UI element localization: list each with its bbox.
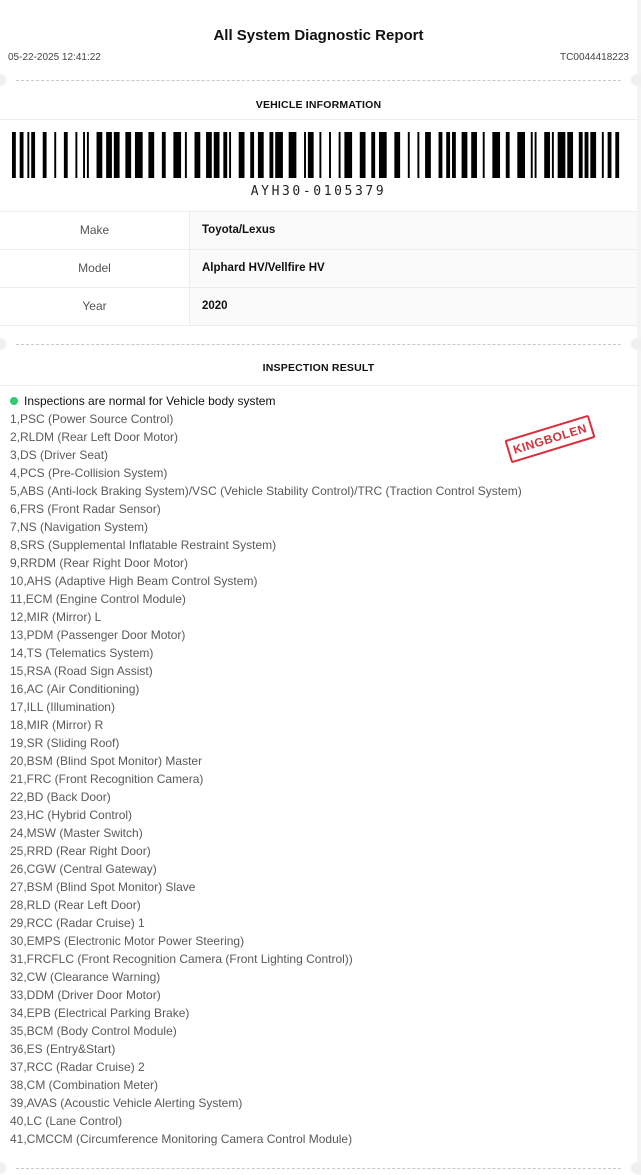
barcode-bar <box>552 132 554 178</box>
barcode-bar <box>590 132 596 178</box>
list-item: 28,RLD (Rear Left Door) <box>10 898 141 912</box>
list-item: 20,BSM (Blind Spot Monitor) Master <box>10 754 203 768</box>
list-item: 38,CM (Combination Meter) <box>10 1078 159 1092</box>
barcode-bar <box>54 132 56 178</box>
barcode-bar <box>31 132 35 178</box>
list-item: 33,DDM (Driver Door Motor) <box>10 988 161 1002</box>
list-item: 26,CGW (Central Gateway) <box>10 862 157 876</box>
make-value: Toyota/Lexus <box>190 212 637 249</box>
module-list <box>10 410 522 1148</box>
ticket-notch-right <box>631 74 641 86</box>
make-label: Make <box>0 212 190 249</box>
barcode-bar <box>20 132 24 178</box>
barcode-bar <box>585 132 589 178</box>
barcode-bar <box>114 132 120 178</box>
barcode-bar <box>535 132 537 178</box>
barcode-bar <box>329 132 331 178</box>
list-item: 10,AHS (Adaptive High Beam Control System) <box>10 574 258 588</box>
list-item: 4,PCS (Pre-Collision System) <box>10 466 168 480</box>
barcode-bar <box>27 132 29 178</box>
barcode-bar <box>83 132 85 178</box>
list-item: 15,RSA (Road Sign Assist) <box>10 664 153 678</box>
barcode-bar <box>289 132 297 178</box>
list-item: 21,FRC (Front Recognition Camera) <box>10 772 204 786</box>
barcode-bar <box>379 132 387 178</box>
barcode-bar <box>250 132 254 178</box>
list-item: 14,TS (Telematics System) <box>10 646 154 660</box>
barcode-bar <box>425 132 431 178</box>
barcode-bar <box>408 132 410 178</box>
barcode-bar <box>275 132 283 178</box>
list-item: 13,PDM (Passenger Door Motor) <box>10 628 186 642</box>
list-item: 6,FRS (Front Radar Sensor) <box>10 502 161 516</box>
dashed-divider <box>16 80 621 81</box>
barcode-bar <box>615 132 619 178</box>
dashed-divider <box>16 344 621 345</box>
table-row-model <box>0 250 637 288</box>
barcode-bar <box>229 132 231 178</box>
barcode-bar <box>106 132 112 178</box>
barcode-bar <box>544 132 550 178</box>
status-text: Inspections are normal for Vehicle body system <box>24 394 276 408</box>
list-item: 37,RCC (Radar Cruise) 2 <box>10 1060 145 1074</box>
barcode-bar <box>319 132 321 178</box>
kingbolen-stamp: KINGBOLEN <box>504 415 595 464</box>
barcode-bar <box>446 132 450 178</box>
list-item: 35,BCM (Body Control Module) <box>10 1024 177 1038</box>
list-item: 24,MSW (Master Switch) <box>10 826 143 840</box>
list-item: 23,HC (Hybrid Control) <box>10 808 133 822</box>
barcode-bar <box>162 132 166 178</box>
barcode-bar <box>87 132 89 178</box>
report-code: TC0044418223 <box>560 52 629 63</box>
barcode-bar <box>135 132 143 178</box>
barcode-bar <box>579 132 583 178</box>
list-item: 8,SRS (Supplemental Inflatable Restraint System) <box>10 538 277 552</box>
list-item: 40,LC (Lane Control) <box>10 1114 123 1128</box>
barcode-bar <box>206 132 212 178</box>
inspection-status <box>10 394 275 408</box>
barcode-bar <box>223 132 227 178</box>
year-value: 2020 <box>190 288 637 325</box>
barcode-bar <box>452 132 456 178</box>
list-item: 11,ECM (Engine Control Module) <box>10 592 186 606</box>
vehicle-info-title: VEHICLE INFORMATION <box>255 99 382 111</box>
barcode-bar <box>558 132 566 178</box>
list-item: 7,NS (Navigation System) <box>10 520 149 534</box>
list-item: 16,AC (Air Conditioning) <box>10 682 140 696</box>
table-row-make <box>0 212 637 250</box>
list-item: 25,RRD (Rear Right Door) <box>10 844 151 858</box>
barcode-bar <box>394 132 400 178</box>
list-item: 29,RCC (Radar Cruise) 1 <box>10 916 145 930</box>
barcode-bar <box>195 132 201 178</box>
model-value: Alphard HV/Vellfire HV <box>190 250 637 287</box>
list-item: 27,BSM (Blind Spot Monitor) Slave <box>10 880 196 894</box>
list-item: 22,BD (Back Door) <box>10 790 111 804</box>
model-label: Model <box>0 250 190 287</box>
ticket-notch-left <box>0 338 6 350</box>
vin-barcode <box>12 132 623 178</box>
barcode-bar <box>462 132 468 178</box>
vehicle-info-table <box>0 211 637 326</box>
barcode-bar <box>417 132 419 178</box>
barcode-bar <box>214 132 220 178</box>
inspection-title: INSPECTION RESULT <box>262 362 375 374</box>
barcode-bar <box>64 132 68 178</box>
barcode-bar <box>185 132 187 178</box>
list-item: 41,CMCCM (Circumference Monitoring Camera Control Module) <box>10 1132 353 1146</box>
barcode-bar <box>506 132 510 178</box>
barcode-bar <box>360 132 366 178</box>
list-item: 2,RLDM (Rear Left Door Motor) <box>10 430 179 444</box>
ticket-notch-right <box>631 338 641 350</box>
barcode-bar <box>567 132 573 178</box>
year-label: Year <box>0 288 190 325</box>
barcode-bar <box>471 132 477 178</box>
dashed-divider <box>16 1168 621 1169</box>
report-datetime: 05-22-2025 12:41:22 <box>8 52 101 63</box>
barcode-bar <box>12 132 16 178</box>
barcode-bar <box>148 132 154 178</box>
list-item: 5,ABS (Anti-lock Braking System)/VSC (Vehicle Stability Control)/TRC (Traction Control System) <box>10 484 522 498</box>
barcode-bar <box>439 132 443 178</box>
status-dot-icon <box>10 397 18 405</box>
list-item: 39,AVAS (Acoustic Vehicle Alerting System) <box>10 1096 243 1110</box>
list-item: 34,EPB (Electrical Parking Brake) <box>10 1006 190 1020</box>
ticket-notch-left <box>0 1162 6 1174</box>
barcode-bar <box>492 132 500 178</box>
barcode-bar <box>125 132 131 178</box>
list-item: 3,DS (Driver Seat) <box>10 448 109 462</box>
barcode-bar <box>269 132 273 178</box>
list-item: 9,RRDM (Rear Right Door Motor) <box>10 556 189 570</box>
list-item: 18,MIR (Mirror) R <box>10 718 104 732</box>
ticket-notch-left <box>0 74 6 86</box>
list-item: 30,EMPS (Electronic Motor Power Steering) <box>10 934 245 948</box>
barcode-bar <box>483 132 485 178</box>
barcode-bar <box>531 132 533 178</box>
table-row-year <box>0 288 637 326</box>
list-item: 12,MIR (Mirror) L <box>10 610 102 624</box>
list-item: 36,ES (Entry&Start) <box>10 1042 116 1056</box>
barcode-bar <box>517 132 525 178</box>
barcode-bar <box>344 132 352 178</box>
barcode-bar <box>304 132 306 178</box>
ticket-notch-right <box>631 1162 641 1174</box>
barcode-bar <box>173 132 181 178</box>
vin-number: AYH30-0105379 <box>250 184 387 199</box>
report-title: All System Diagnostic Report <box>213 27 424 44</box>
list-item: 1,PSC (Power Source Control) <box>10 412 174 426</box>
barcode-bar <box>258 132 264 178</box>
barcode-bar <box>371 132 375 178</box>
barcode-bar <box>308 132 314 178</box>
list-item: 17,ILL (Illumination) <box>10 700 115 714</box>
list-item: 32,CW (Clearance Warning) <box>10 970 161 984</box>
barcode-bar <box>97 132 103 178</box>
barcode-bar <box>43 132 47 178</box>
list-item: 19,SR (Sliding Roof) <box>10 736 120 750</box>
list-item: 31,FRCFLC (Front Recognition Camera (Front Lighting Control)) <box>10 952 353 966</box>
barcode-bar <box>75 132 77 178</box>
barcode-bar <box>339 132 341 178</box>
barcode-bar <box>239 132 245 178</box>
barcode-bar <box>602 132 604 178</box>
barcode-bar <box>608 132 612 178</box>
